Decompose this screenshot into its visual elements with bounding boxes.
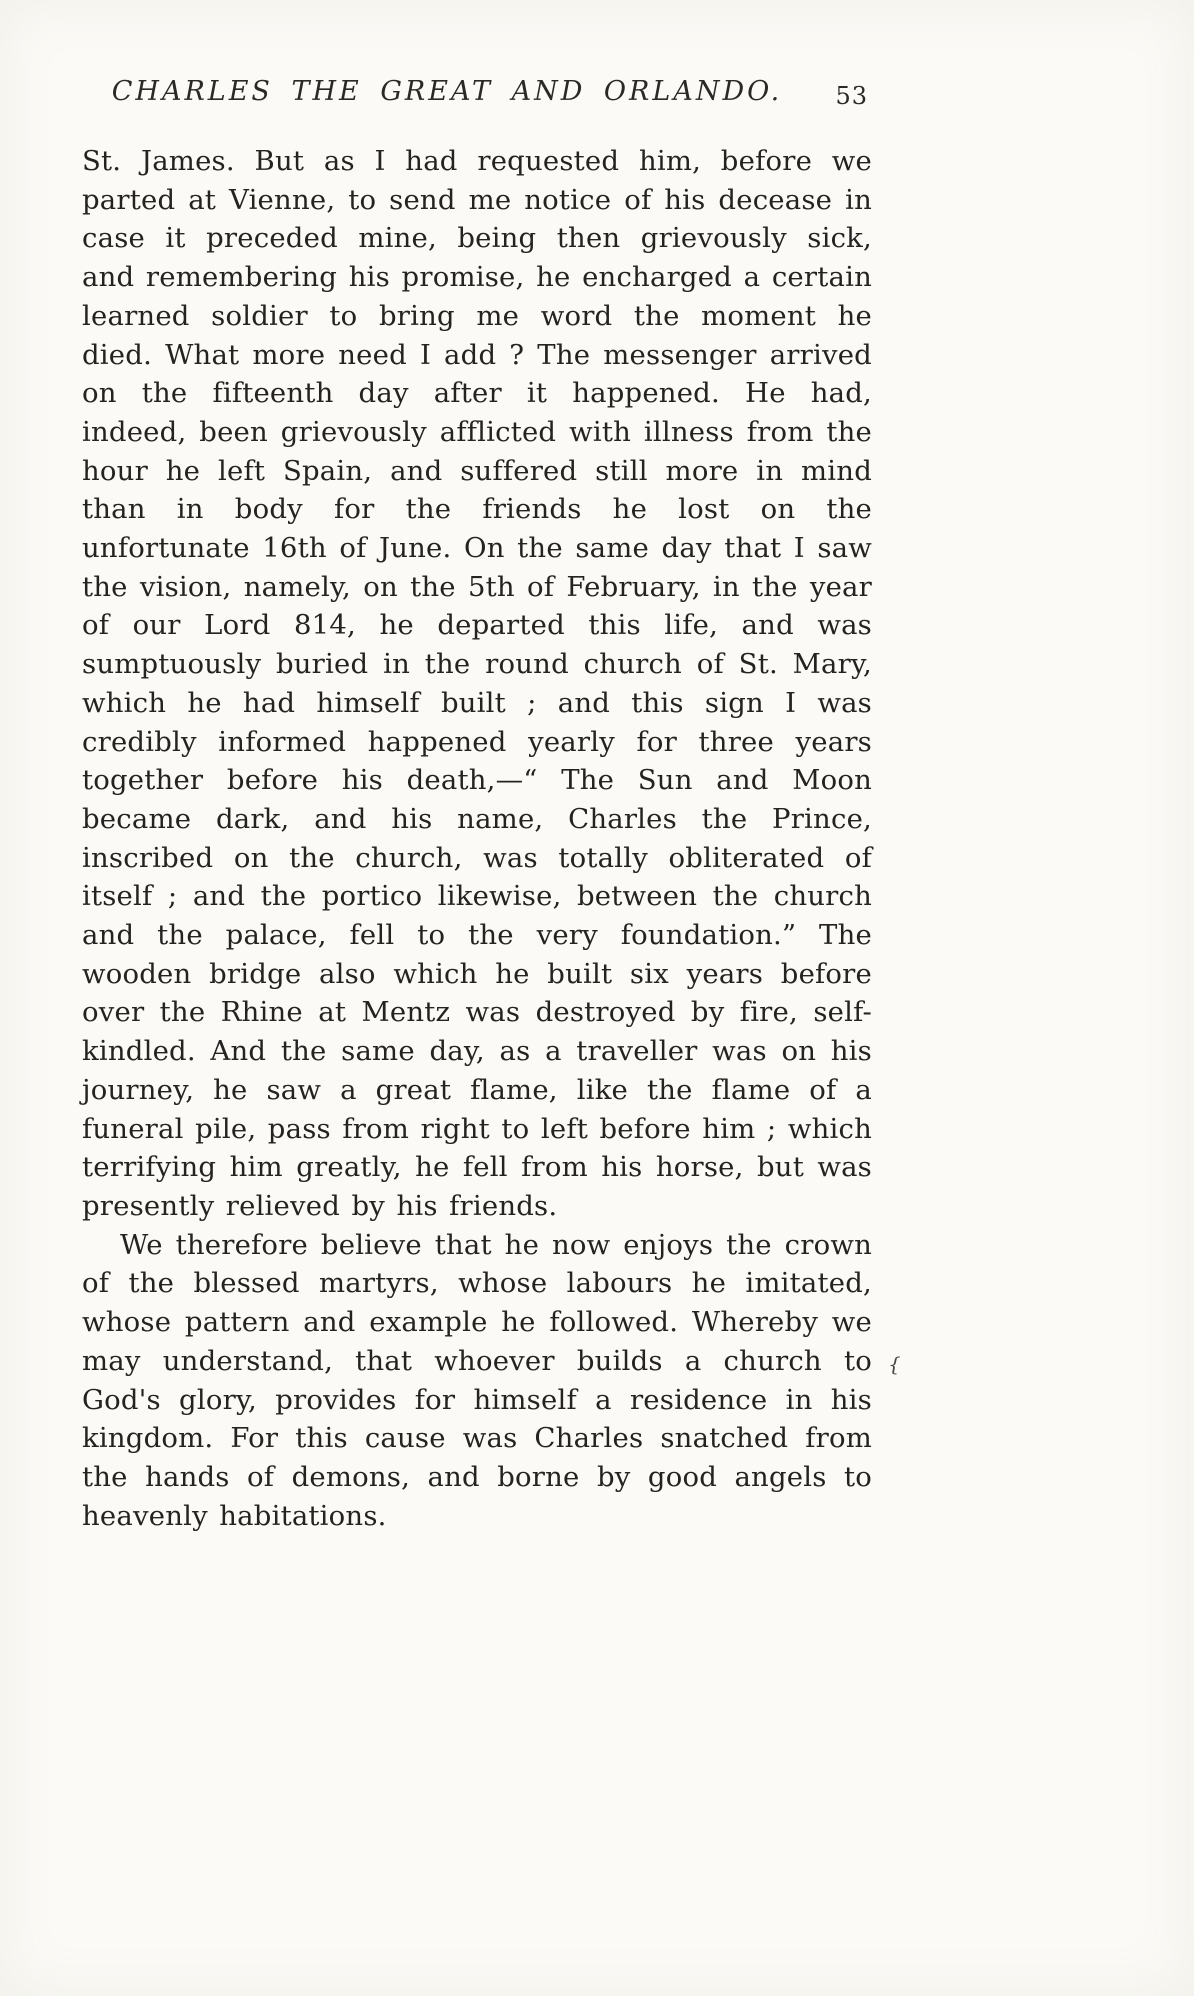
running-title: CHARLES THE GREAT AND ORLANDO. bbox=[111, 76, 783, 107]
text-block bbox=[82, 76, 901, 1535]
body-paragraph-1: St. James. But as I had requested him, before we parted at Vienne, to send me notice of his decease in case it preceded mine, being then grievously sick, and remembering his promise, he encharged a certain learned soldier to bring me word the moment he died. What more need I add ? The messenger arrived on the fifteenth day after it happened. He had, indeed, been grievously afflicted with illness from the hour he left Spain, and suffered still more in mind than in body for the friends he lost on the unfortunate 16th of June. On the same day that I saw the vision, namely, on the 5th of February, in the year of our Lord 814, he departed this life, and was sumptuously buried in the round church of St. Mary, which he had himself built ; and this sign I was credibly informed happened yearly for three years together before his death,—“ The Sun and Moon became dark, and his name, Charles the Prince, inscribed on the church, was totally obliterated of itself ; and the portico likewise, between the church and the palace, fell to the very foundation.” The wooden bridge also which he built six years before over the Rhine at Mentz was destroyed by fire, self-kindled. And the same day, as a traveller was on his journey, he saw a great flame, like the flame of a funeral pile, pass from right to left before him ; which terrifying him greatly, he fell from his horse, but was presently relieved by his friends. bbox=[82, 145, 872, 1222]
running-header bbox=[82, 76, 872, 128]
body-text bbox=[82, 142, 872, 1535]
printers-mark: { bbox=[888, 1352, 901, 1376]
page-number: 53 bbox=[835, 82, 868, 110]
body-paragraph-2: We therefore believe that he now enjoys the crown of the blessed martyrs, whose labours he imitated, whose pattern and example he followed. Whereby we may understand, that whoever builds a church to God's glory, provides for himself a residence in his kingdom. For this cause was Charles snatched from the hands of demons, and borne by good angels to heavenly habitations. bbox=[82, 1228, 872, 1532]
